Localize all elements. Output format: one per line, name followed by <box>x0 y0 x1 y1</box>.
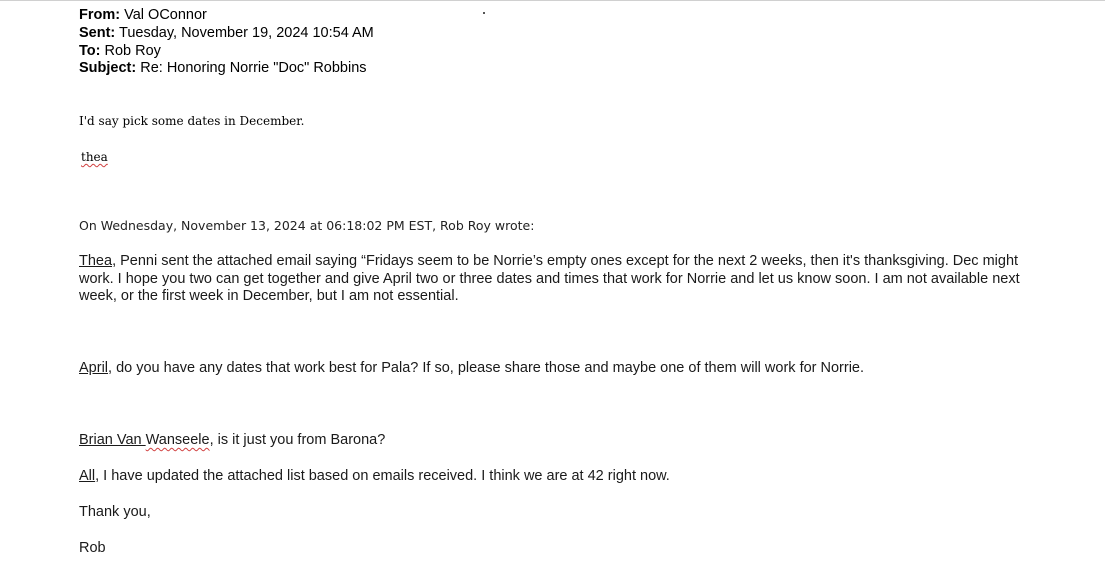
quoted-paragraph-april <box>79 360 1039 378</box>
reply-body: I'd say pick some dates in December. <box>79 114 305 128</box>
quoted-paragraph-brian <box>79 432 1039 450</box>
quoted-paragraph-all <box>79 468 1039 486</box>
mention-all: All <box>79 468 96 484</box>
from-value: Val OConnor <box>124 7 207 23</box>
quoted-paragraph-thea <box>79 253 1039 306</box>
quoted-closing: Thank you, <box>79 504 151 520</box>
mention-brian-first: Brian Van <box>79 432 146 448</box>
reply-signature <box>81 150 108 165</box>
from-line <box>79 7 207 24</box>
sent-line <box>79 25 374 42</box>
subject-value: Re: Honoring Norrie "Doc" Robbins <box>140 60 367 76</box>
from-label: From: <box>79 7 121 23</box>
sent-label: Sent: <box>79 25 116 41</box>
quoted-paragraph-april-text: , do you have any dates that work best for Pala? If so, please share those and maybe one of them will work for Norrie. <box>108 360 865 376</box>
subject-label: Subject: <box>79 60 137 76</box>
quoted-signoff: Rob <box>79 540 106 556</box>
reply-signature-text: thea <box>81 150 108 164</box>
stray-dot <box>483 12 485 14</box>
top-divider <box>0 0 1105 1</box>
quoted-paragraph-thea-text: , Penni sent the attached email saying “Fridays seem to be Norrie’s empty ones except for the next 2 weeks, then it's thanksgiving. Dec might work. I hope you two can get together and give April two or three dates and times that work for Norrie and let us know soon. I am not available next week, or the first week in December, but I am not essential. <box>79 253 1020 304</box>
mention-thea: Thea <box>79 253 113 269</box>
mention-brian-last: Wanseele <box>145 432 210 448</box>
subject-line <box>79 60 367 77</box>
to-label: To: <box>79 43 101 59</box>
quoted-paragraph-all-text: , I have updated the attached list based on emails received. I think we are at 42 right now. <box>95 468 670 484</box>
sent-value: Tuesday, November 19, 2024 10:54 AM <box>119 25 374 41</box>
to-line <box>79 43 161 60</box>
quote-attribution: On Wednesday, November 13, 2024 at 06:18:02 PM EST, Rob Roy wrote: <box>79 218 535 233</box>
to-value: Rob Roy <box>104 43 161 59</box>
quoted-paragraph-brian-text: , is it just you from Barona? <box>209 432 386 448</box>
mention-april: April <box>79 360 109 376</box>
